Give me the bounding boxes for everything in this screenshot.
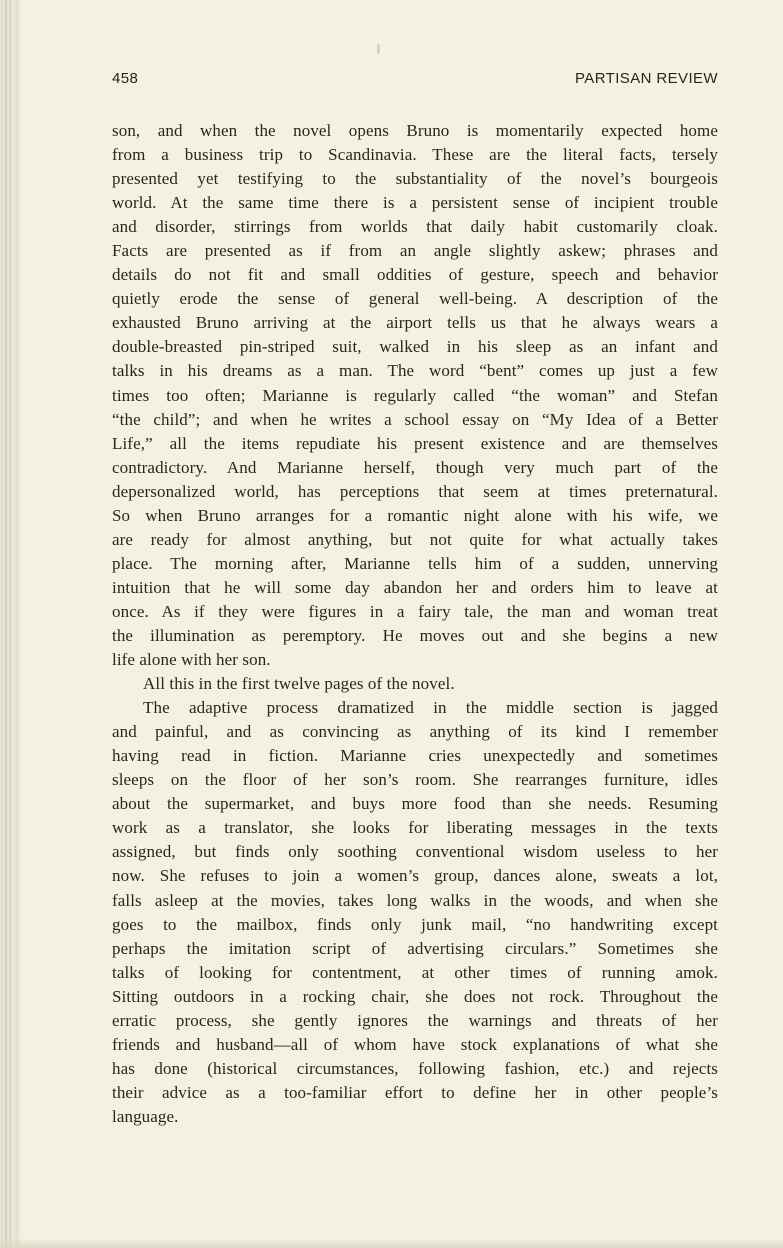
- text-line: talks of looking for contentment, at other times of running amok.: [112, 962, 718, 982]
- text-line: sleeps on the floor of her son’s room. She rearranges furniture, idles: [112, 770, 718, 790]
- journal-title: PARTISAN REVIEW: [575, 70, 718, 87]
- text-line: and painful, and as convincing as anything of its kind I remember: [112, 722, 718, 742]
- text-line: place. The morning after, Marianne tells him of a sudden, unnerving: [112, 553, 718, 573]
- text-line: Life,” all the items repudiate his present existence and are themselves: [112, 433, 718, 453]
- text-line: presented yet testifying to the substantiality of the novel’s bourgeois: [112, 169, 718, 189]
- text-line: The adaptive process dramatized in the middle section is jagged: [143, 698, 718, 718]
- text-line: times too often; Marianne is regularly called “the woman” and Stefan: [112, 385, 718, 405]
- text-line: the illumination as peremptory. He moves out and she begins a new: [112, 625, 718, 645]
- paragraph: [112, 119, 718, 672]
- text-line: their advice as a too-familiar effort to define her in other people’s: [112, 1082, 718, 1102]
- text-line: now. She refuses to join a women’s group, dances alone, sweats a lot,: [112, 866, 718, 886]
- paragraph: [112, 696, 718, 1129]
- page-body: [112, 119, 718, 1129]
- book-binding-edge: [0, 0, 22, 1248]
- running-header: [112, 70, 718, 87]
- text-line: life alone with her son.: [112, 650, 271, 670]
- text-line: So when Bruno arranges for a romantic night alone with his wife, we: [112, 505, 718, 525]
- text-line: work as a translator, she looks for liberating messages in the texts: [112, 818, 718, 838]
- text-line: talks in his dreams as a man. The word “bent” comes up just a few: [112, 361, 718, 381]
- text-line: and disorder, stirrings from worlds that daily habit customarily cloak.: [112, 217, 718, 237]
- paragraph: [112, 672, 718, 696]
- text-line: quietly erode the sense of general well-being. A description of the: [112, 289, 718, 309]
- text-line: assigned, but finds only soothing conventional wisdom useless to her: [112, 842, 718, 862]
- text-line: intuition that he will some day abandon her and orders him to leave at: [112, 577, 718, 597]
- text-line: once. As if they were figures in a fairy tale, the man and woman treat: [112, 601, 718, 621]
- text-line: friends and husband—all of whom have stock explanations of what she: [112, 1034, 718, 1054]
- text-line: having read in fiction. Marianne cries unexpectedly and sometimes: [112, 746, 718, 766]
- text-line: world. At the same time there is a persistent sense of incipient trouble: [112, 193, 718, 213]
- text-line: falls asleep at the movies, takes long walks in the woods, and when she: [112, 890, 718, 910]
- scan-speck: [377, 44, 380, 54]
- text-line: Sitting outdoors in a rocking chair, she does not rock. Throughout the: [112, 986, 718, 1006]
- text-line: depersonalized world, has perceptions that seem at times preternatural.: [112, 481, 718, 501]
- text-line: has done (historical circumstances, following fashion, etc.) and rejects: [112, 1058, 718, 1078]
- text-line: about the supermarket, and buys more food than she needs. Resuming: [112, 794, 718, 814]
- text-line: double-breasted pin-striped suit, walked in his sleep as an infant and: [112, 337, 718, 357]
- text-line: Facts are presented as if from an angle slightly askew; phrases and: [112, 241, 718, 261]
- text-line: are ready for almost anything, but not quite for what actually takes: [112, 529, 718, 549]
- text-line: erratic process, she gently ignores the warnings and threats of her: [112, 1010, 718, 1030]
- page-bottom-shadow: [0, 1239, 783, 1248]
- text-line: exhausted Bruno arriving at the airport tells us that he always wears a: [112, 313, 718, 333]
- text-line: from a business trip to Scandinavia. These are the literal facts, tersely: [112, 145, 718, 165]
- page-number: 458: [112, 70, 139, 87]
- text-line: “the child”; and when he writes a school essay on “My Idea of a Better: [112, 409, 718, 429]
- text-line: perhaps the imitation script of advertising circulars.” Sometimes she: [112, 938, 718, 958]
- text-line: contradictory. And Marianne herself, though very much part of the: [112, 457, 718, 477]
- text-line: goes to the mailbox, finds only junk mail, “no handwriting except: [112, 914, 718, 934]
- text-line: language.: [112, 1106, 179, 1126]
- text-line: All this in the first twelve pages of the novel.: [143, 674, 455, 694]
- text-line: son, and when the novel opens Bruno is momentarily expected home: [112, 121, 718, 140]
- text-line: details do not fit and small oddities of gesture, speech and behavior: [112, 265, 718, 285]
